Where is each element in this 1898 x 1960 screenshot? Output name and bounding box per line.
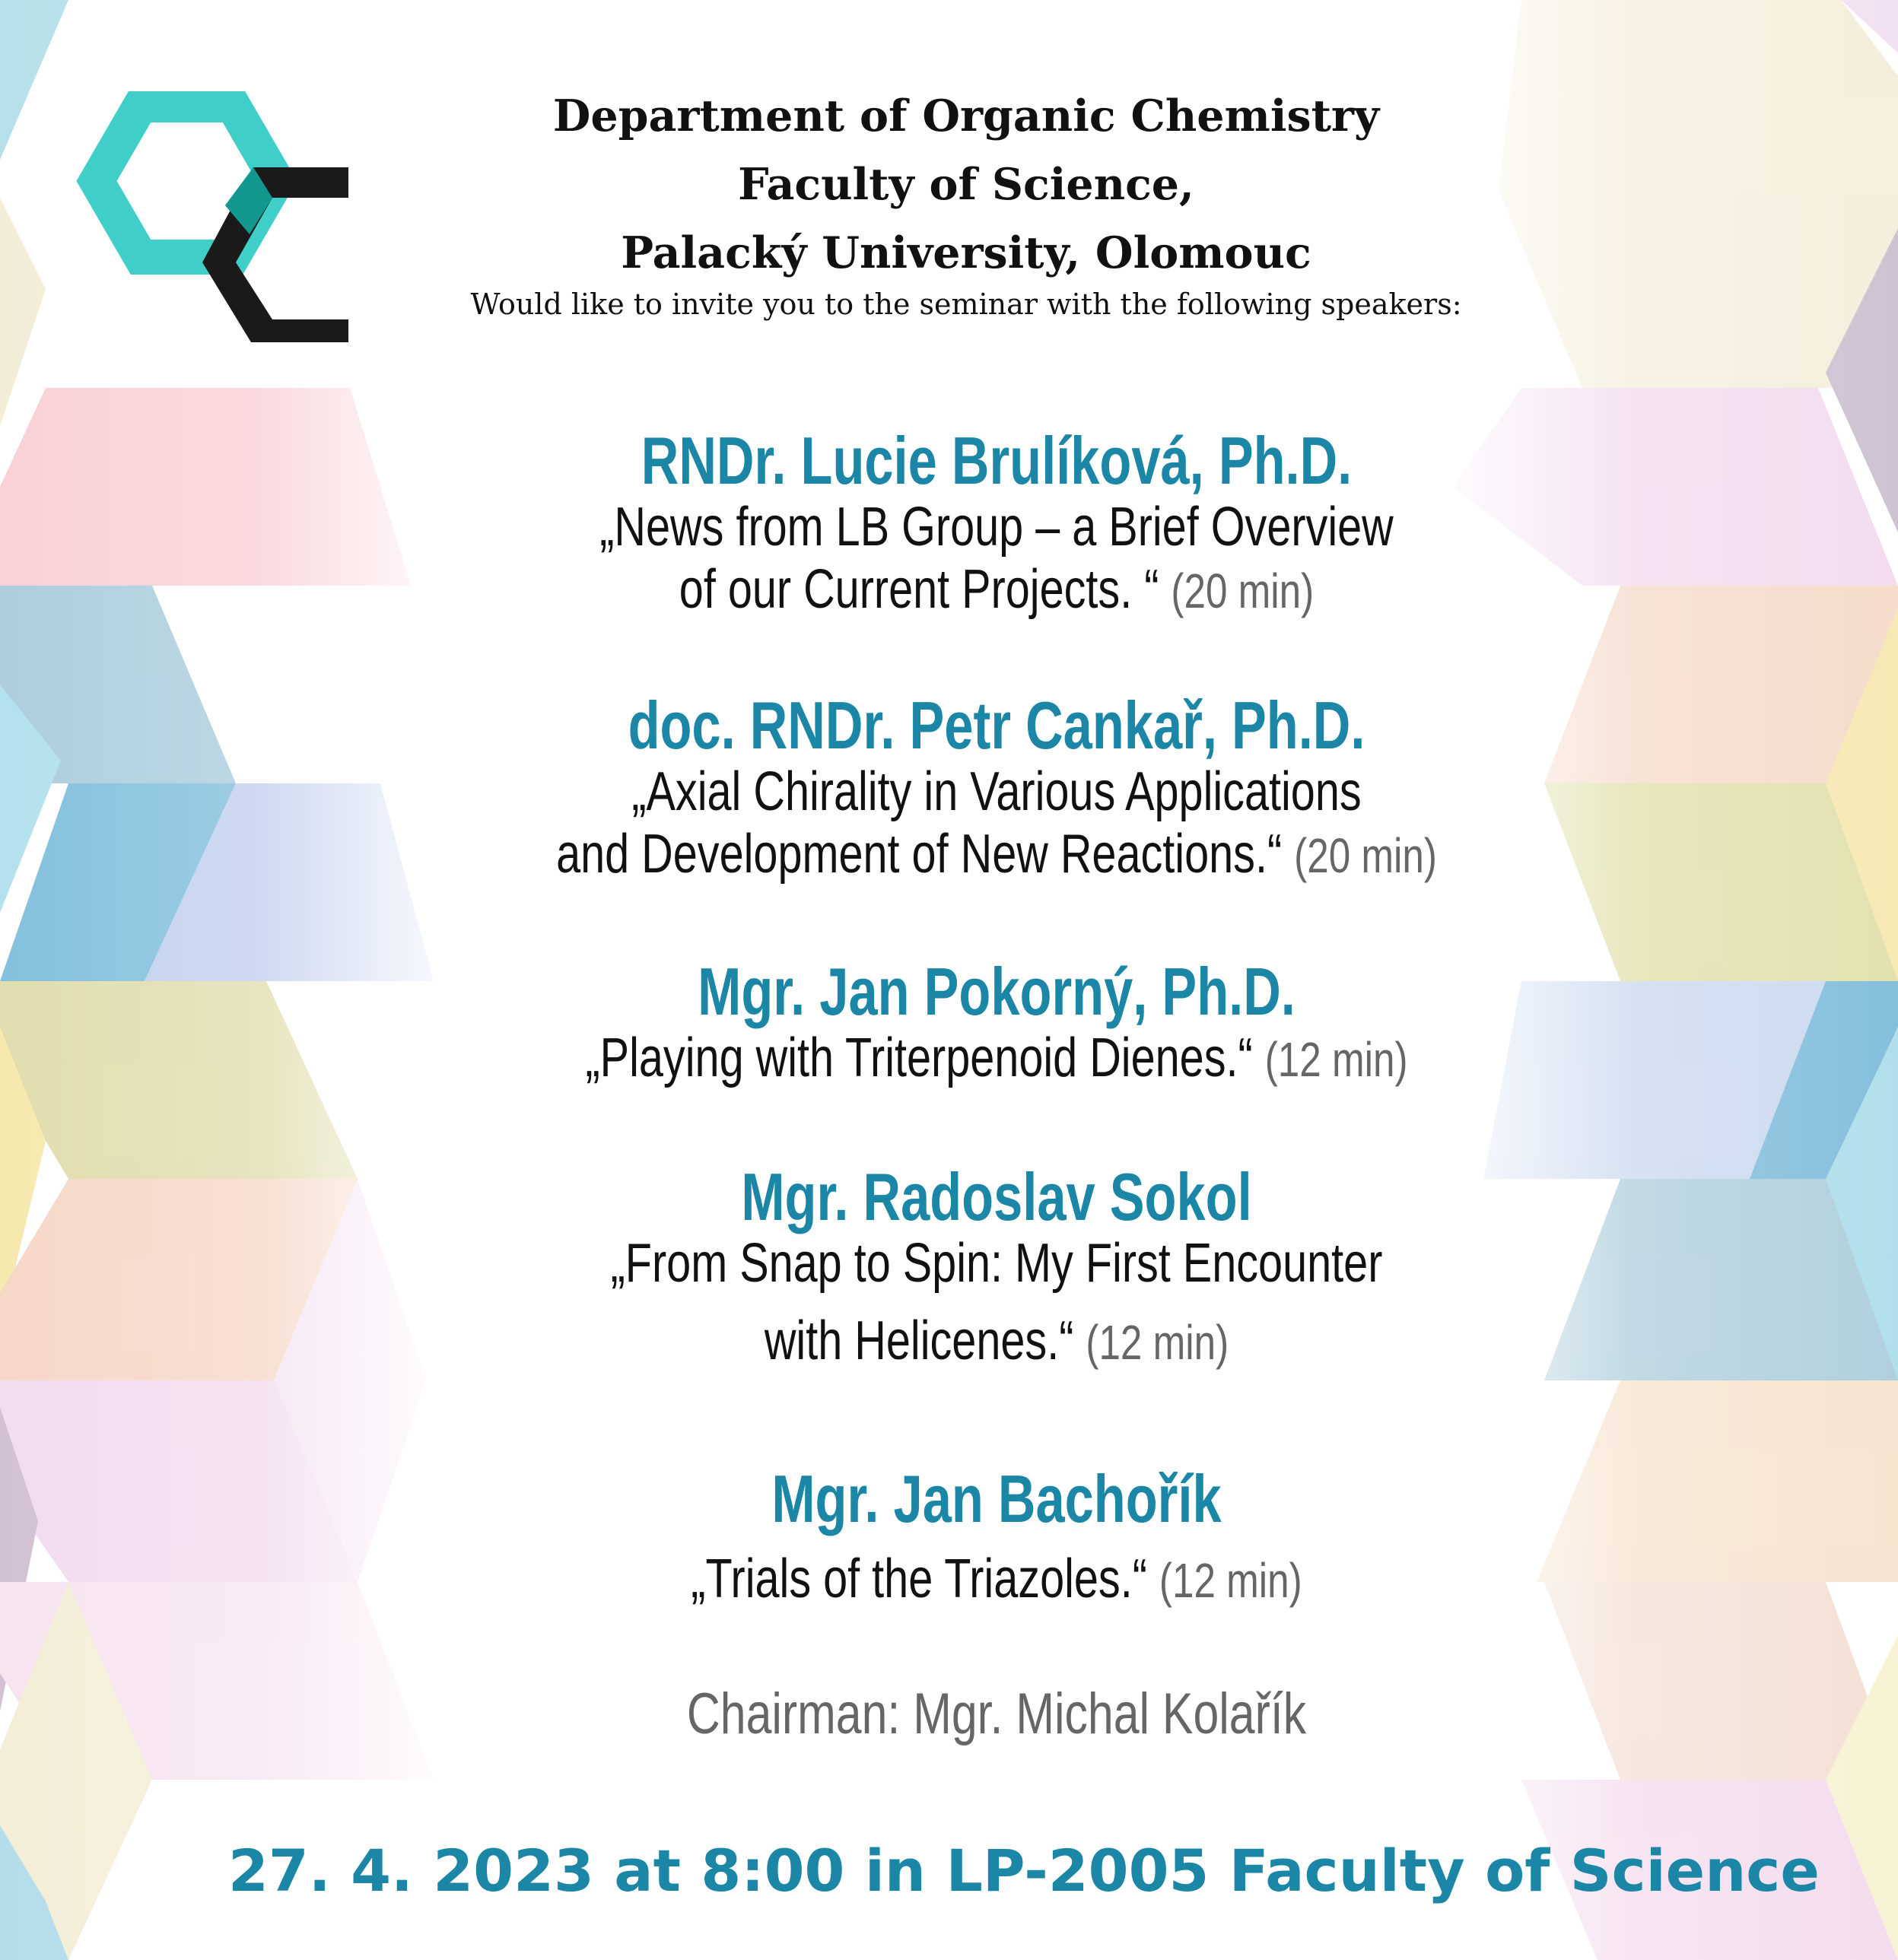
talk-title-line <box>540 1310 1453 1372</box>
department-name: Department of Organic Chemistry <box>552 91 1380 141</box>
talk-duration: (20 min) <box>1171 564 1315 619</box>
speaker-block <box>426 954 1567 1089</box>
talk-title-line: „From Snap to Spin: My First Encounter <box>610 1233 1383 1294</box>
header-block <box>426 82 1506 321</box>
faculty-name: Faculty of Science, <box>738 159 1194 210</box>
talk-title-line: „News from LB Group – a Brief Overview <box>599 497 1394 558</box>
speaker-name: Mgr. Jan Bachořík <box>771 1461 1222 1536</box>
invitation-text: Would like to invite you to the seminar with the following speakers: <box>470 287 1462 321</box>
speaker-name: RNDr. Lucie Brulíková, Ph.D. <box>641 423 1353 498</box>
talk-duration: (12 min) <box>1086 1315 1229 1371</box>
event-date-location: 27. 4. 2023 at 8:00 in LP-2005 Faculty of Science <box>228 1837 1820 1904</box>
speaker-block <box>426 1461 1567 1610</box>
talk-title-line <box>540 823 1453 885</box>
chairman-text: Chairman: Mgr. Michal Kolařík <box>686 1682 1307 1746</box>
speaker-block <box>426 1159 1567 1372</box>
speaker-name: doc. RNDr. Petr Cankař, Ph.D. <box>628 688 1365 763</box>
talk-title-text: of our Current Projects. “ <box>679 559 1159 621</box>
talk-title-text: „Playing with Triterpenoid Dienes.“ <box>585 1028 1253 1089</box>
speaker-block <box>426 688 1567 885</box>
speaker-name: Mgr. Jan Pokorný, Ph.D. <box>698 954 1296 1029</box>
talk-title-text: with Helicenes.“ <box>764 1310 1074 1372</box>
talk-duration: (20 min) <box>1294 828 1437 884</box>
talk-duration: (12 min) <box>1159 1553 1302 1609</box>
speaker-name: Mgr. Radoslav Sokol <box>741 1159 1252 1234</box>
university-name: Palacký University, Olomouc <box>621 227 1311 278</box>
hexagon-oc-logo-icon <box>68 91 358 350</box>
talk-title-text: and Development of New Reactions.“ <box>556 824 1283 885</box>
talk-title-line <box>540 1027 1453 1089</box>
talk-title-line <box>540 558 1453 621</box>
talk-title-text: „Trials of the Triazoles.“ <box>691 1549 1147 1610</box>
talk-title-line <box>540 1548 1453 1610</box>
talk-title-line: „Axial Chirality in Various Applications <box>631 761 1362 823</box>
talk-duration: (12 min) <box>1264 1032 1408 1088</box>
speaker-block <box>426 423 1567 621</box>
